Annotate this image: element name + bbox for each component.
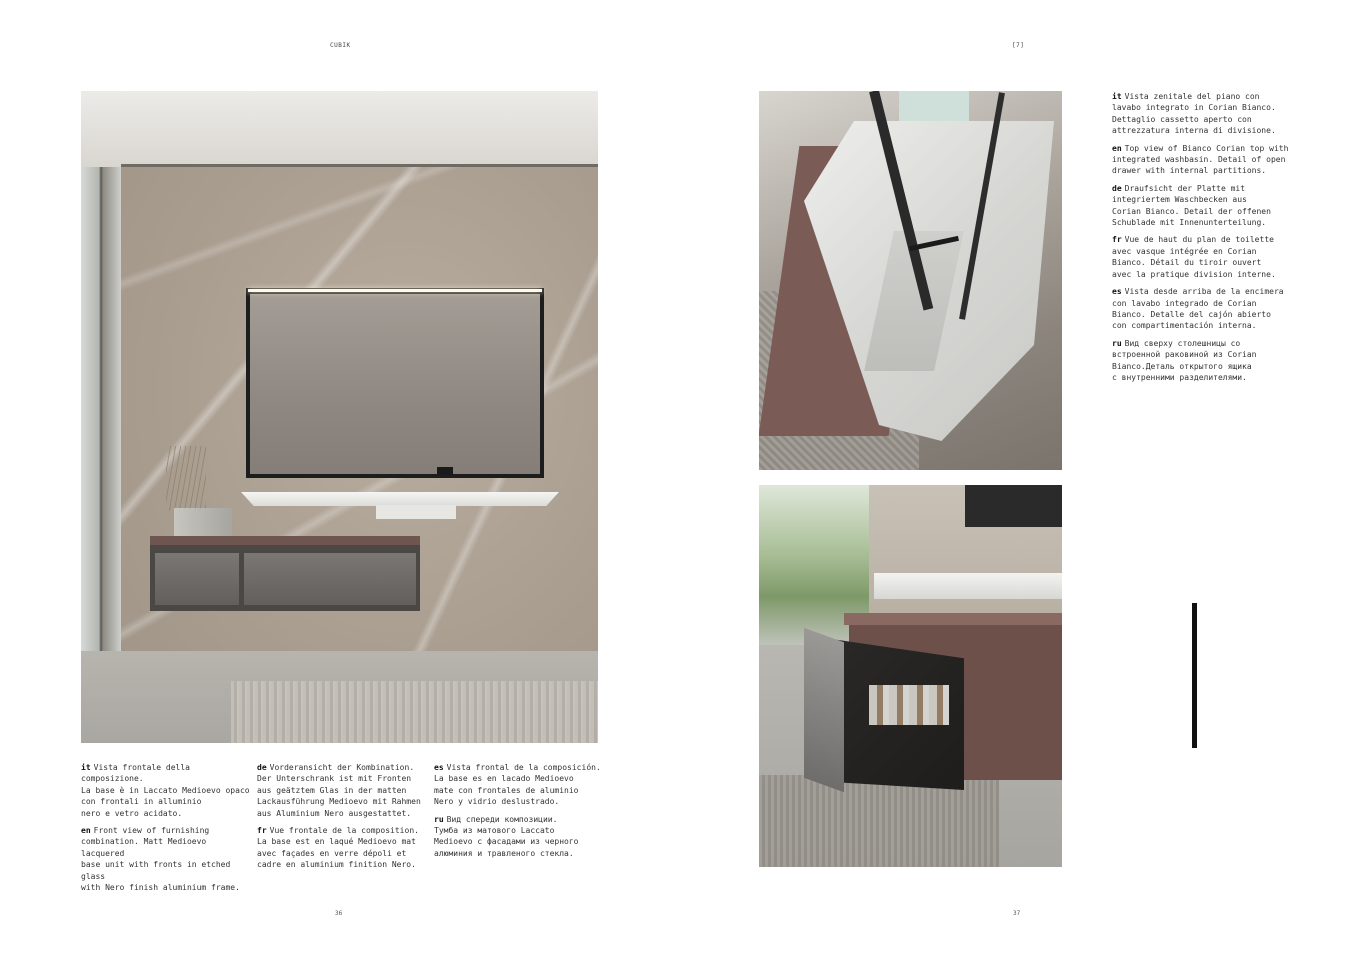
lang-code: it	[81, 763, 91, 772]
caption-text: Вид спереди композиции. Тумба из матового Laccato Medioevo с фасадами из черного алюминия и травленого стекла.	[434, 814, 579, 858]
photo-cabinet-front-right	[244, 553, 416, 605]
photo-dried-plant	[166, 446, 206, 511]
page-number-right: 37	[1013, 910, 1021, 917]
caption-paragraph	[81, 762, 251, 819]
caption-paragraph	[1112, 286, 1292, 332]
caption-text: Vista frontale della composizione. La base è in Laccato Medioevo opaco con frontali in alluminio nero e vetro acidato.	[81, 763, 250, 818]
caption-text: Vista frontal de la composición. La base es en lacado Medioevo mate con frontales de aluminio Nero y vidrio deslustrado.	[434, 763, 601, 807]
photo-faucet	[437, 467, 453, 475]
photo-mirror	[965, 485, 1062, 527]
photo-drawer-front	[804, 628, 844, 793]
caption-paragraph	[257, 825, 429, 871]
photo-washbasin-top	[874, 573, 1062, 599]
open-drawer-photo	[759, 485, 1062, 867]
caption-text: Draufsicht der Platte mit integriertem Waschbecken aus Corian Bianco. Detail der offenen Schublade mit Innenunterteilung.	[1112, 183, 1271, 228]
caption-paragraph	[1112, 143, 1292, 177]
photo-basin	[376, 505, 456, 519]
caption-paragraph	[434, 814, 606, 860]
caption-paragraph	[434, 762, 606, 808]
section-marker: [7]	[1012, 42, 1025, 49]
caption-column-right	[1112, 91, 1292, 389]
main-bathroom-photo	[81, 91, 598, 743]
photo-mirror-glass	[250, 294, 540, 474]
caption-paragraph	[1112, 183, 1292, 229]
photo-ceiling-edge	[121, 164, 598, 167]
lang-code: fr	[1112, 235, 1122, 245]
caption-paragraph	[1112, 338, 1292, 384]
photo-vase	[174, 508, 232, 538]
photo-drawer-contents	[869, 685, 949, 725]
caption-paragraph	[257, 762, 429, 819]
right-page	[678, 0, 1356, 959]
lang-code: ru	[1112, 338, 1122, 348]
caption-text: Vista desde arriba de la encimera con lavabo integrado de Corian Bianco. Detalle del cajón abierto con compartimentación interna.	[1112, 287, 1284, 331]
photo-washbasin-top	[241, 492, 559, 506]
photo-rug	[231, 681, 598, 743]
caption-text: Vista zenitale del piano con lavabo integrato in Corian Bianco. Dettaglio cassetto aperto con attrezzatura interna di divisione.	[1112, 92, 1276, 136]
caption-text: Vue de haut du plan de toilette avec vasque intégrée en Corian Bianco. Détail du tiroir ouvert avec la pratique division interne.	[1112, 235, 1276, 279]
photo-cabinet-top	[844, 613, 1062, 625]
vertical-accent-bar	[1192, 603, 1197, 748]
page-number-left: 36	[335, 910, 343, 917]
photo-cabinet-top	[150, 536, 420, 545]
caption-text: Vorderansicht der Kombination. Der Unterschrank ist mit Fronten aus geätztem Glas in der matten Lackausführung Medioevo mit Rahmen aus Aluminium Nero ausgestattet.	[257, 763, 421, 818]
caption-column-2	[257, 762, 429, 877]
lang-code: de	[257, 763, 267, 772]
caption-paragraph	[1112, 234, 1292, 280]
caption-text: Вид сверху столешницы со встроенной раковиной из Corian Bianco.Деталь открытого ящика с внутренними разделителями.	[1112, 338, 1257, 382]
caption-text: Front view of furnishing combination. Matt Medioevo lacquered base unit with fronts in etched glass with Nero finish aluminium frame.	[81, 826, 240, 893]
caption-text: Top view of Bianco Corian top with integrated washbasin. Detail of open drawer with internal partitions.	[1112, 143, 1289, 176]
lang-code: it	[1112, 92, 1122, 101]
lang-code: es	[434, 763, 444, 772]
lang-code: de	[1112, 183, 1122, 193]
photo-window	[899, 91, 969, 121]
lang-code: ru	[434, 814, 444, 824]
caption-paragraph	[1112, 91, 1292, 137]
photo-ceiling	[81, 91, 598, 167]
running-title: CUBIK	[330, 42, 351, 49]
lang-code: fr	[257, 826, 267, 836]
lang-code: en	[81, 826, 91, 836]
top-view-photo	[759, 91, 1062, 470]
caption-column-1	[81, 762, 251, 899]
photo-cabinet-front-left	[155, 553, 239, 605]
photo-mirror-light	[248, 289, 542, 292]
lang-code: en	[1112, 143, 1122, 153]
caption-text: Vue frontale de la composition. La base est en laqué Medioevo mat avec façades en verre dépoli et cadre en aluminium finition Nero.	[257, 826, 419, 870]
lang-code: es	[1112, 287, 1122, 297]
caption-column-3	[434, 762, 606, 865]
caption-paragraph	[81, 825, 251, 893]
